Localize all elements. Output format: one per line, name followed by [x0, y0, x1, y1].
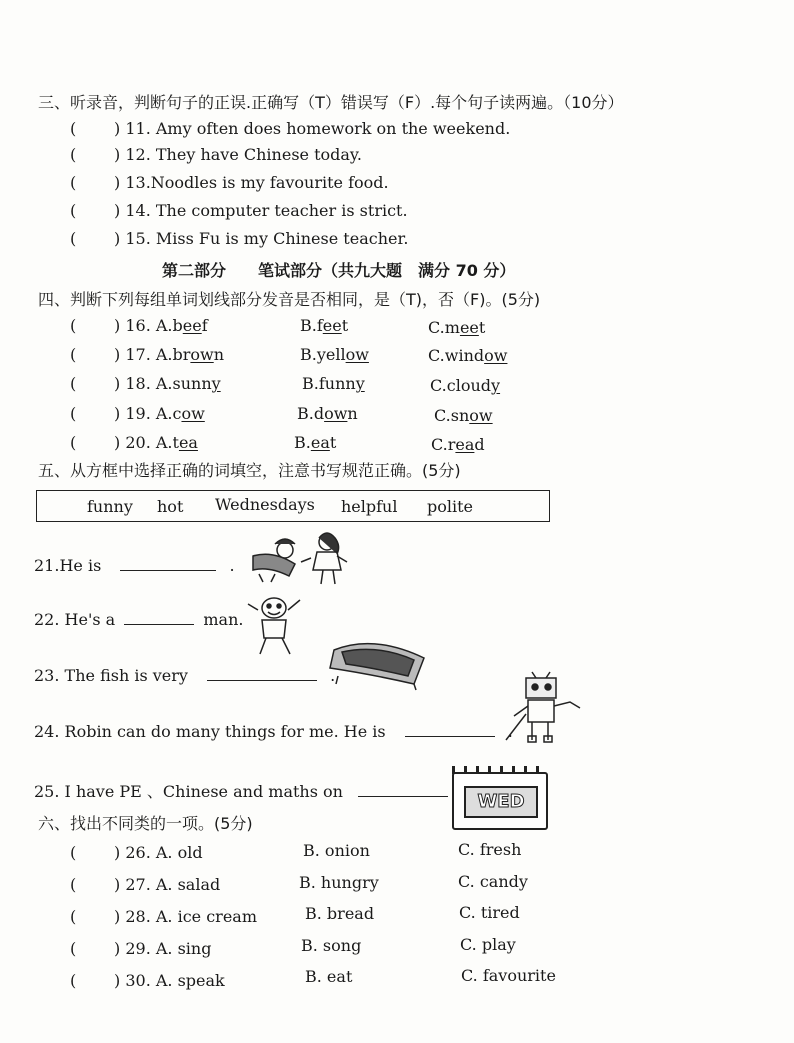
answer-paren-close: ) — [114, 229, 121, 248]
question-15 — [70, 229, 408, 248]
question-24 — [34, 722, 513, 741]
word-bank-item: Wednesdays — [215, 495, 315, 514]
question-28: ( ) 28. A. ice cream — [70, 907, 258, 926]
underlined-part: ow — [469, 406, 493, 425]
question-23 — [34, 666, 335, 685]
option-29-c: C. play — [460, 935, 516, 954]
question-19: ( ) 19. A.cow — [70, 404, 205, 423]
word-part: C.r — [431, 435, 456, 454]
option-26-c: C. fresh — [458, 840, 522, 859]
underlined-part: ee — [182, 316, 202, 335]
question-text: man. — [203, 610, 244, 629]
word-part: t — [341, 316, 349, 335]
option-a: 29. A. sing — [125, 939, 212, 958]
section3-heading: 三、听录音，判断句子的正误.正确写（T）错误写（F）.每个句子读两遍。（10分） — [38, 93, 624, 112]
option-18-b — [302, 374, 365, 393]
answer-blank[interactable] — [405, 722, 495, 737]
underlined-part: ow — [484, 346, 508, 365]
question-26: ( ) 26. A. old — [70, 843, 203, 862]
section5-heading: 五、从方框中选择正确的词填空，注意书写规范正确。(5分) — [38, 461, 461, 480]
word-part: B.funn — [302, 374, 356, 393]
answer-paren-open[interactable]: ( — [70, 119, 77, 138]
word-part: C.sn — [434, 406, 470, 425]
question-18: ( ) 18. A.sunny — [70, 374, 221, 393]
answer-paren-open[interactable]: ( — [70, 201, 77, 220]
answer-paren-open[interactable]: ( — [70, 145, 77, 164]
underlined-part: ea — [455, 435, 475, 454]
word-part: t — [329, 433, 337, 452]
answer-paren[interactable]: ( — [70, 433, 77, 452]
option-20-b — [294, 433, 336, 452]
answer-paren[interactable]: ( — [70, 404, 77, 423]
word-part: d — [474, 435, 485, 454]
word-part: n — [213, 345, 225, 364]
underlined-part: y — [211, 374, 221, 393]
word-part: sunn — [172, 374, 212, 393]
question-text: 13.Noodles is my favourite food. — [125, 173, 389, 192]
question-text: 14. The computer teacher is strict. — [125, 201, 408, 220]
section4-heading: 四、判断下列每组单词划线部分发音是否相同，是（T)，否（F)。(5分) — [38, 290, 541, 309]
option-17-c — [428, 346, 507, 365]
answer-blank[interactable] — [120, 556, 216, 571]
answer-paren[interactable]: ( — [70, 939, 77, 958]
option-a: 27. A. salad — [125, 875, 221, 894]
word-part: t — [172, 433, 179, 452]
answer-paren-close: ) — [114, 119, 121, 138]
calendar-icon — [452, 772, 548, 830]
answer-paren-open[interactable]: ( — [70, 229, 77, 248]
answer-paren-close: ) — [114, 201, 121, 220]
option-19-c — [434, 406, 493, 425]
question-17: ( ) 17. A.brown — [70, 345, 225, 364]
answer-paren[interactable]: ( — [70, 875, 77, 894]
question-20: ( ) 20. A.tea — [70, 433, 198, 452]
answer-paren[interactable]: ( — [70, 345, 77, 364]
word-part: B. — [294, 433, 311, 452]
underlined-part: ow — [324, 404, 348, 423]
underlined-part: ow — [345, 345, 369, 364]
option-16-c — [428, 318, 485, 337]
question-21 — [34, 556, 235, 575]
calendar-rings — [452, 766, 548, 774]
option-a: 28. A. ice cream — [125, 907, 258, 926]
question-text: 23. The fish is very — [34, 666, 188, 685]
option-30-b: B. eat — [305, 967, 353, 986]
question-29: ( ) 29. A. sing — [70, 939, 212, 958]
word-part: B.d — [297, 404, 325, 423]
word-part: br — [172, 345, 191, 364]
question-number: 18. A. — [125, 374, 173, 393]
answer-paren-close: ) — [114, 173, 121, 192]
period: . — [229, 556, 235, 575]
answer-paren[interactable]: ( — [70, 843, 77, 862]
question-text: 25. I have PE 、Chinese and maths on — [34, 782, 343, 801]
underlined-part: ow — [181, 404, 205, 423]
hot-fish-dish-illustration — [326, 636, 432, 692]
word-part: C.wind — [428, 346, 485, 365]
option-19-b — [297, 404, 358, 423]
word-part: B.f — [300, 316, 323, 335]
question-14 — [70, 201, 408, 220]
funny-man-illustration — [244, 594, 310, 658]
word-part: f — [201, 316, 208, 335]
question-number: 19. A. — [125, 404, 173, 423]
answer-paren[interactable]: ( — [70, 374, 77, 393]
underlined-part: y — [491, 376, 501, 395]
calendar-label: WED — [464, 786, 538, 818]
word-bank-item: hot — [157, 497, 184, 516]
word-part: C.m — [428, 318, 460, 337]
answer-paren-open[interactable]: ( — [70, 173, 77, 192]
option-29-b: B. song — [301, 936, 362, 955]
word-bank-item: helpful — [341, 497, 398, 516]
word-bank-item: funny — [87, 497, 133, 516]
answer-blank[interactable] — [358, 782, 448, 797]
option-27-c: C. candy — [458, 872, 528, 891]
option-17-b — [300, 345, 369, 364]
period: . — [507, 722, 513, 741]
question-text: 22. He's a — [34, 610, 116, 629]
question-27: ( ) 27. A. salad — [70, 875, 221, 894]
answer-paren[interactable]: ( — [70, 316, 77, 335]
underlined-part: ea — [310, 433, 330, 452]
question-25 — [34, 779, 466, 802]
question-16: ( ) 16. A.beef — [70, 316, 208, 335]
part2-title: 第二部分 笔试部分（共九大题 满分 70 分） — [162, 261, 516, 280]
answer-blank[interactable] — [124, 610, 194, 625]
word-part: c — [172, 404, 182, 423]
question-text: 21.He is — [34, 556, 102, 575]
option-16-b — [300, 316, 348, 335]
question-13 — [70, 173, 389, 192]
polite-children-illustration — [245, 530, 350, 586]
underlined-part: ee — [459, 318, 479, 337]
answer-paren-close: ) — [114, 145, 121, 164]
option-a: 30. A. speak — [125, 971, 225, 990]
question-number: 16. A. — [125, 316, 173, 335]
option-27-b: B. hungry — [299, 873, 379, 892]
underlined-part: ea — [178, 433, 198, 452]
word-part: C.cloud — [430, 376, 492, 395]
option-a: 26. A. old — [125, 843, 203, 862]
question-text: 12. They have Chinese today. — [125, 145, 362, 164]
option-20-c — [431, 435, 485, 454]
question-number: 17. A. — [125, 345, 173, 364]
section6-heading: 六、找出不同类的一项。(5分) — [38, 814, 253, 833]
word-bank-box — [36, 490, 550, 522]
question-30: ( ) 30. A. speak — [70, 971, 225, 990]
period: . — [330, 666, 336, 685]
answer-paren[interactable]: ( — [70, 971, 77, 990]
question-11 — [70, 119, 510, 138]
word-bank-item: polite — [427, 497, 474, 516]
option-26-b: B. onion — [303, 841, 370, 860]
answer-blank[interactable] — [207, 666, 317, 681]
answer-paren[interactable]: ( — [70, 907, 77, 926]
question-number: 20. A. — [125, 433, 173, 452]
option-30-c: C. favourite — [461, 966, 556, 985]
helpful-robot-illustration — [502, 670, 588, 746]
option-28-b: B. bread — [305, 904, 375, 923]
question-text: 11. Amy often does homework on the weekend. — [125, 119, 511, 138]
word-part: B.yell — [300, 345, 346, 364]
underlined-part: ee — [322, 316, 342, 335]
underlined-part: ow — [190, 345, 214, 364]
word-part: n — [347, 404, 358, 423]
word-part: b — [172, 316, 183, 335]
option-18-c — [430, 376, 500, 395]
question-text: 24. Robin can do many things for me. He is — [34, 722, 386, 741]
underlined-part: y — [355, 374, 365, 393]
question-22 — [34, 610, 243, 629]
option-28-c: C. tired — [459, 903, 520, 922]
word-part: t — [478, 318, 486, 337]
question-text: 15. Miss Fu is my Chinese teacher. — [125, 229, 409, 248]
question-12 — [70, 145, 362, 164]
